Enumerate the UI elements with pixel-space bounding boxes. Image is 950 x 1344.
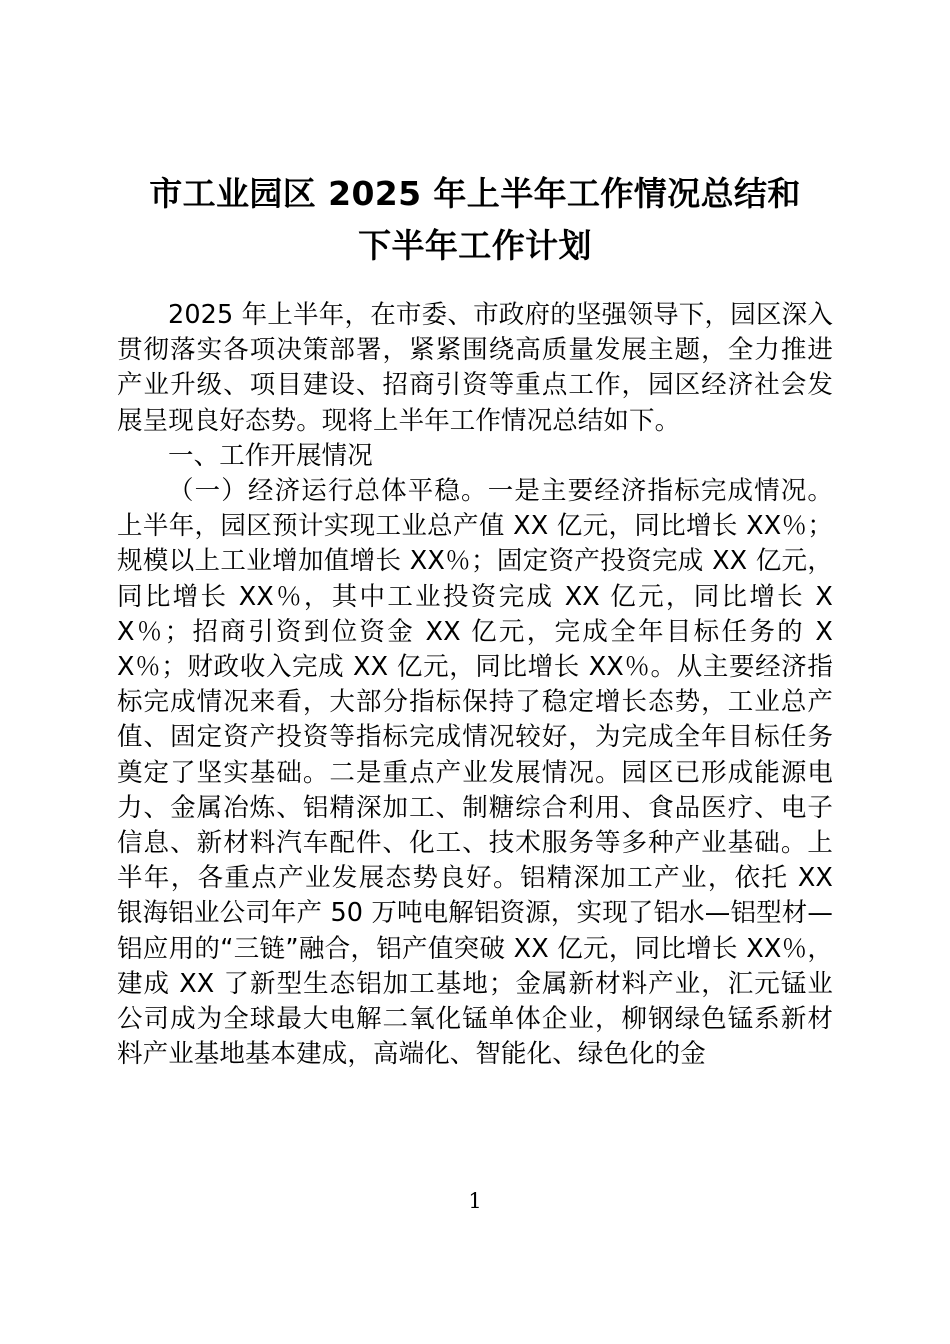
paragraph-intro: 2025 年上半年，在市委、市政府的坚强领导下，园区深入贯彻落实各项决策部署，紧紧围绕高质量发展主题，全力推进产业升级、项目建设、招商引资等重点工作，园区经济社会发展呈现良好态势。现将上半年工作情况总结如下。 [117,300,833,436]
document-title-line-1: 市工业园区 2025 年上半年工作情况总结和 [149,174,801,213]
document-body [117,298,833,1072]
section-heading-one: 一、工作开展情况 [168,440,373,471]
page-number: 1 [468,1189,482,1213]
page-content [117,0,833,1072]
document-title [117,0,833,272]
document-title-line-2: 下半年工作计划 [358,226,592,265]
paragraph-section-one-body: （一）经济运行总体平稳。一是主要经济指标完成情况。上半年，园区预计实现工业总产值 XX 亿元，同比增长 XX％；规模以上工业增加值增长 XX％；固定资产投资完成 XX 亿元，同比增长 XX％，其中工业投资完成 XX 亿元，同比增长 XX％；招商引资到位资金 XX 亿元，完成全年目标任务的 XX％；财政收入完成 XX 亿元，同比增长 XX％。从主要经济指标完成情况来看，大部分指标保持了稳定增长态势，工业总产值、固定资产投资等指标完成情况较好，为完成全年目标任务奠定了坚实基础。二是重点产业发展情况。园区已形成能源电力、金属冶炼、铝精深加工、制糖综合利用、食品医疗、电子信息、新材料汽车配件、化工、技术服务等多种产业基础。上半年，各重点产业发展态势良好。铝精深加工产业，依托 XX 银海铝业公司年产 50 万吨电解铝资源，实现了铝水—铝型材—铝应用的“三链”融合，铝产值突破 XX 亿元，同比增长 XX％，建成 XX 了新型生态铝加工基地；金属新材料产业，汇元锰业公司成为全球最大电解二氧化锰单体企业，柳钢绿色锰系新材料产业基地基本建成，高端化、智能化、绿色化的金 [117,476,833,1070]
